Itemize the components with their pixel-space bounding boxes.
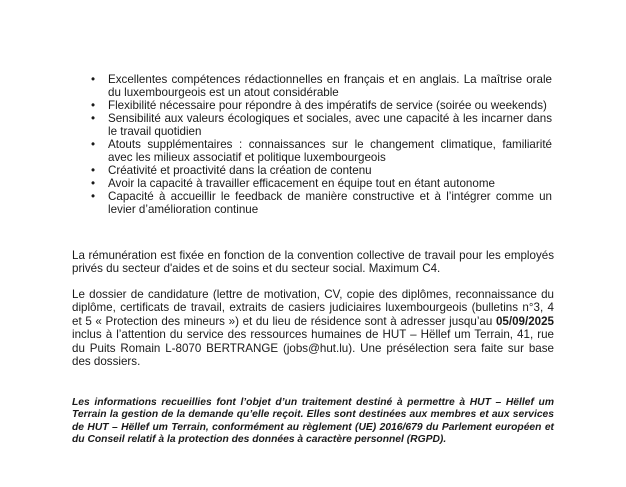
application-text-start: Le dossier de candidature (lettre de motivation, CV, copie des diplômes, reconnaissance du diplôme, certificats de travail, extraits de casiers judiciaires luxembourgeois (bulletins n°3, 4 et 5 « Protection des mineurs ») et du lieu de résidence sont à adresser jusqu’au bbox=[72, 288, 554, 328]
list-item-text: Flexibilité nécessaire pour répondre à des impératifs de service (soirée ou weekends) bbox=[108, 99, 547, 112]
bullet-icon: • bbox=[90, 112, 96, 125]
list-item bbox=[72, 73, 552, 99]
bullet-icon: • bbox=[90, 177, 96, 190]
application-deadline: 05/09/2025 bbox=[495, 314, 554, 328]
list-item-text: Avoir la capacité à travailler efficacement en équipe tout en étant autonome bbox=[108, 177, 495, 190]
bullet-icon: • bbox=[90, 164, 96, 177]
list-item bbox=[72, 164, 552, 177]
remuneration-paragraph: La rémunération est fixée en fonction de la convention collective de travail pour les employés privés du secteur d'aides et de soins et du secteur social. Maximum C4. bbox=[72, 249, 554, 275]
list-item-text: Excellentes compétences rédactionnelles en français et en anglais. La maîtrise orale du luxembourgeois est un atout considérable bbox=[108, 73, 552, 99]
application-text-end: inclus à l’attention du service des ressources humaines de HUT – Hëllef um Terrain, 41, rue du Puits Romain L-8070 BERTRANGE (jobs@hut.lu). Une présélection sera faite sur base des dossiers. bbox=[72, 328, 554, 369]
bullet-icon: • bbox=[90, 138, 96, 151]
privacy-notice: Les informations recueillies font l’objet d’un traitement destiné à permettre à HUT – Hëllef um Terrain la gestion de la demande qu’elle reçoit. Elles sont destinées aux membres et aux services de HUT – Hëllef um Terrain, conformément au règlement (UE) 2016/679 du Parlement européen et du Conseil relatif à la protection des données à caractère personnel (RGPD). bbox=[72, 397, 554, 446]
requirements-list bbox=[72, 73, 552, 216]
list-item-text: Atouts supplémentaires : connaissances sur le changement climatique, familiarité avec les milieux associatif et politique luxembourgeois bbox=[108, 138, 552, 164]
list-item bbox=[72, 177, 552, 190]
list-item bbox=[72, 99, 552, 112]
bullet-icon: • bbox=[90, 190, 96, 203]
list-item-text: Sensibilité aux valeurs écologiques et sociales, avec une capacité à les incarner dans le travail quotidien bbox=[108, 112, 552, 138]
application-paragraph bbox=[72, 288, 554, 368]
list-item-text: Capacité à accueillir le feedback de manière constructive et à l’intégrer comme un levier d’amélioration continue bbox=[108, 190, 552, 216]
list-item bbox=[72, 138, 552, 164]
list-item bbox=[72, 190, 552, 216]
list-item-text: Créativité et proactivité dans la création de contenu bbox=[108, 164, 372, 177]
bullet-icon: • bbox=[90, 73, 96, 86]
list-item bbox=[72, 112, 552, 138]
bullet-icon: • bbox=[90, 99, 96, 112]
